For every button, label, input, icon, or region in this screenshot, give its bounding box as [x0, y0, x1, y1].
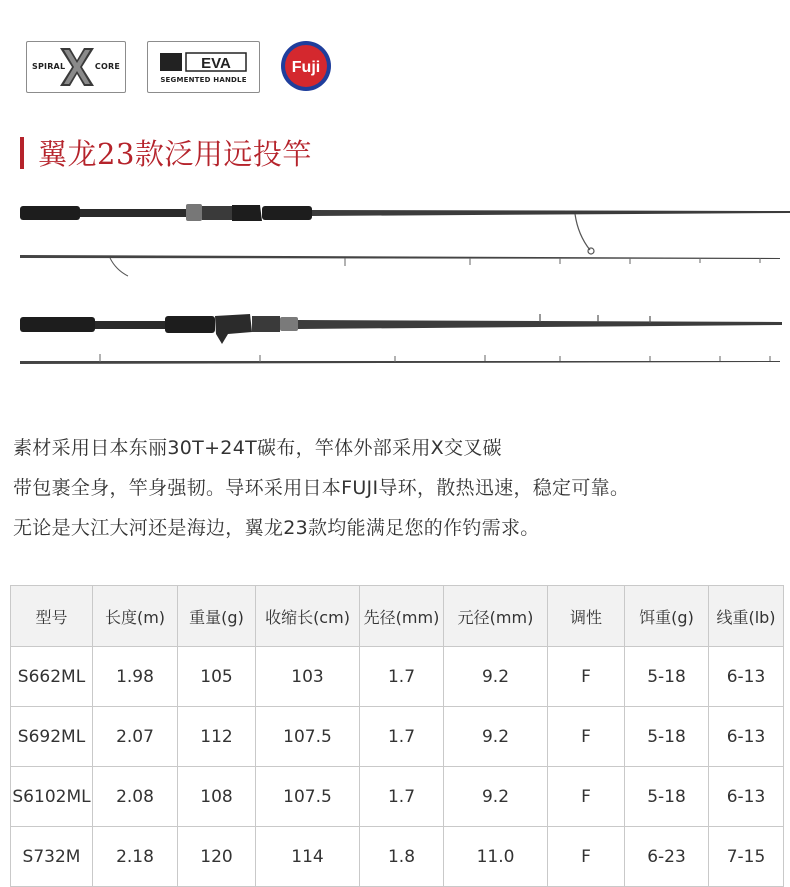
cell-weight: 120	[178, 827, 256, 887]
cell-butt-diameter: 9.2	[444, 647, 548, 707]
cell-line-weight: 6-13	[709, 647, 784, 707]
eva-sub-label: SEGMENTED HANDLE	[160, 76, 247, 84]
cell-butt-diameter: 11.0	[444, 827, 548, 887]
cell-weight: 112	[178, 707, 256, 767]
cell-action: F	[548, 647, 625, 707]
header-weight: 重量(g)	[178, 586, 256, 647]
cell-lure-weight: 5-18	[625, 707, 709, 767]
eva-handle-icon	[160, 51, 250, 73]
fishing-rods-image	[0, 190, 790, 380]
header-model: 型号	[11, 586, 93, 647]
cell-length: 2.08	[93, 767, 178, 827]
cell-closed-length: 107.5	[256, 707, 360, 767]
spinning-rod-tip-section	[20, 255, 780, 276]
cell-line-weight: 6-13	[709, 767, 784, 827]
cell-lure-weight: 5-18	[625, 767, 709, 827]
header-butt-diameter: 元径(mm)	[444, 586, 548, 647]
eva-mark-text: EVA	[201, 55, 231, 72]
badge-spiral-label: SPIRAL	[32, 62, 66, 71]
cell-tip-diameter: 1.7	[360, 647, 444, 707]
cell-weight: 108	[178, 767, 256, 827]
cell-tip-diameter: 1.8	[360, 827, 444, 887]
cell-tip-diameter: 1.7	[360, 767, 444, 827]
table-row	[11, 827, 784, 887]
header-tip-diameter: 先径(mm)	[360, 586, 444, 647]
spiral-x-core-badge	[26, 41, 126, 93]
cell-closed-length: 103	[256, 647, 360, 707]
table-row	[11, 647, 784, 707]
header-lure-weight: 饵重(g)	[625, 586, 709, 647]
header-line-weight: 线重(lb)	[709, 586, 784, 647]
description-line-1: 素材采用日本东丽30T+24T碳布，竿体外部采用X交叉碳	[13, 437, 502, 459]
cell-closed-length: 107.5	[256, 767, 360, 827]
fuji-logo	[280, 40, 332, 92]
spinning-rod-butt-section	[20, 204, 790, 254]
cell-closed-length: 114	[256, 827, 360, 887]
page-title: 翼龙23款泛用远投竿	[38, 137, 312, 171]
header-length: 长度(m)	[93, 586, 178, 647]
table-row	[11, 707, 784, 767]
description-line-3: 无论是大江大河还是海边，翼龙23款均能满足您的作钓需求。	[13, 517, 540, 539]
casting-rod-butt-section	[20, 314, 782, 344]
cell-model: S692ML	[11, 707, 93, 767]
cell-line-weight: 6-13	[709, 707, 784, 767]
table-row	[11, 767, 784, 827]
fuji-logo-text: Fuji	[291, 59, 321, 76]
header-closed-length: 收缩长(cm)	[256, 586, 360, 647]
cell-lure-weight: 5-18	[625, 647, 709, 707]
casting-rod-tip-section	[20, 354, 780, 364]
badge-core-label: CORE	[94, 62, 120, 71]
cell-butt-diameter: 9.2	[444, 707, 548, 767]
cell-model: S662ML	[11, 647, 93, 707]
cell-model: S6102ML	[11, 767, 93, 827]
x-cross-icon	[58, 46, 96, 88]
cell-line-weight: 7-15	[709, 827, 784, 887]
cell-action: F	[548, 767, 625, 827]
eva-segmented-handle-badge	[147, 41, 260, 93]
cell-model: S732M	[11, 827, 93, 887]
cell-tip-diameter: 1.7	[360, 707, 444, 767]
cell-action: F	[548, 827, 625, 887]
header-action: 调性	[548, 586, 625, 647]
cell-length: 1.98	[93, 647, 178, 707]
table-header-row	[11, 586, 784, 647]
cell-weight: 105	[178, 647, 256, 707]
description-line-2: 带包裹全身，竿身强韧。导环采用日本FUJI导环，散热迅速，稳定可靠。	[13, 477, 630, 499]
cell-length: 2.18	[93, 827, 178, 887]
cell-butt-diameter: 9.2	[444, 767, 548, 827]
cell-length: 2.07	[93, 707, 178, 767]
cell-action: F	[548, 707, 625, 767]
spec-table	[10, 585, 784, 887]
title-accent-bar	[20, 137, 24, 169]
cell-lure-weight: 6-23	[625, 827, 709, 887]
